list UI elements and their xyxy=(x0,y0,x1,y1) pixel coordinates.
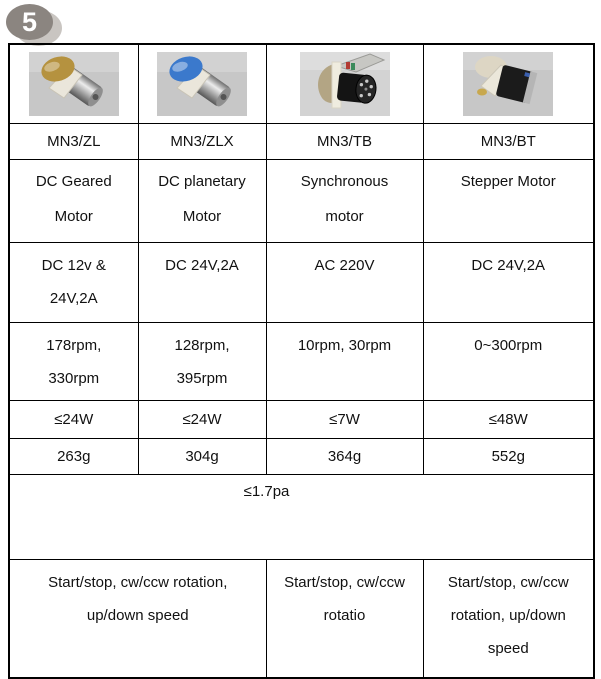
motor-type-row xyxy=(9,160,594,243)
model-cell-col2: MN3/ZLX xyxy=(138,124,266,160)
max-power-cell-col1: ≤24W xyxy=(9,401,138,439)
weight-cell-col3: 364g xyxy=(266,439,423,475)
dc-geared-motor-photo xyxy=(29,52,119,116)
model-cell-col1: MN3/ZL xyxy=(9,124,138,160)
power-cell-col4 xyxy=(423,243,594,323)
model-cell-col3: MN3/TB xyxy=(266,124,423,160)
weight-row xyxy=(9,439,594,475)
power-cell-col2 xyxy=(138,243,266,323)
cell-line: DC 24V,2A xyxy=(165,257,239,274)
cell-line: DC Geared xyxy=(35,173,112,190)
step-number: 5 xyxy=(6,4,53,40)
cell-line: motor xyxy=(325,208,364,225)
photo-cell-col3 xyxy=(266,44,423,124)
synchronous-motor-photo xyxy=(300,52,390,116)
weight-cell-col2: 304g xyxy=(138,439,266,475)
max-power-cell-col2: ≤24W xyxy=(138,401,266,439)
cell-line xyxy=(267,362,423,395)
pressure-cell: ≤1.7pa xyxy=(9,475,594,560)
motor-type-cell-col2 xyxy=(138,160,266,243)
model-cell-col4: MN3/BT xyxy=(423,124,594,160)
cell-line xyxy=(424,362,594,395)
photo-cell-col2 xyxy=(138,44,266,124)
step-number-badge xyxy=(6,4,62,48)
controls-row xyxy=(9,560,594,679)
speed-row xyxy=(9,323,594,401)
cell-line: DC 24V,2A xyxy=(471,257,546,274)
speed-cell-col1 xyxy=(9,323,138,401)
motor-type-cell-col1 xyxy=(9,160,138,243)
photo-cell-col4 xyxy=(423,44,594,124)
dc-planetary-motor-photo xyxy=(157,52,247,116)
cell-line xyxy=(424,199,594,234)
cell-line: up/down speed xyxy=(86,607,189,624)
cell-line: DC 12v & xyxy=(41,257,106,274)
motor-type-cell-col3 xyxy=(266,160,423,243)
cell-line: Motor xyxy=(54,208,93,225)
cell-line xyxy=(424,282,594,315)
cell-line: 395rpm xyxy=(176,370,228,387)
speed-cell-col4 xyxy=(423,323,594,401)
motor-spec-table xyxy=(8,43,595,679)
cell-line xyxy=(10,632,266,665)
cell-line: Start/stop, cw/ccw xyxy=(284,574,405,591)
power-cell-col3 xyxy=(266,243,423,323)
max-power-cell-col3: ≤7W xyxy=(266,401,423,439)
controls-cell-col1-2 xyxy=(9,560,266,679)
cell-line xyxy=(267,632,423,665)
cell-line: AC 220V xyxy=(314,257,375,274)
cell-line: Motor xyxy=(182,208,222,225)
cell-line xyxy=(267,282,423,315)
motor-type-cell-col4 xyxy=(423,160,594,243)
power-cell-col1 xyxy=(9,243,138,323)
cell-line: speed xyxy=(487,640,529,657)
cell-line: rotatio xyxy=(323,607,366,624)
cell-line: 330rpm xyxy=(48,370,100,387)
cell-line: Start/stop, cw/ccw xyxy=(447,574,569,591)
power-row xyxy=(9,243,594,323)
cell-line: Start/stop, cw/ccw rotation, xyxy=(48,574,228,591)
weight-cell-col4: 552g xyxy=(423,439,594,475)
weight-cell-col1: 263g xyxy=(9,439,138,475)
photo-cell-col1 xyxy=(9,44,138,124)
cell-line: DC planetary xyxy=(158,173,246,190)
speed-cell-col3 xyxy=(266,323,423,401)
max-power-cell-col4: ≤48W xyxy=(423,401,594,439)
cell-line xyxy=(139,282,266,315)
speed-cell-col2 xyxy=(138,323,266,401)
pressure-row xyxy=(9,475,594,560)
cell-line: 24V,2A xyxy=(49,290,98,307)
model-row xyxy=(9,124,594,160)
cell-line: rotation, up/down xyxy=(450,607,566,624)
stepper-motor-photo xyxy=(463,52,553,116)
controls-cell-col4 xyxy=(423,560,594,679)
controls-cell-col3 xyxy=(266,560,423,679)
cell-line: Synchronous xyxy=(300,173,389,190)
cell-line: 178rpm, xyxy=(46,337,102,354)
cell-line: 10rpm, 30rpm xyxy=(297,337,392,354)
cell-line: Stepper Motor xyxy=(460,173,556,190)
cell-line: 0~300rpm xyxy=(474,337,543,354)
cell-line: 128rpm, xyxy=(174,337,230,354)
max-power-row xyxy=(9,401,594,439)
photo-row xyxy=(9,44,594,124)
